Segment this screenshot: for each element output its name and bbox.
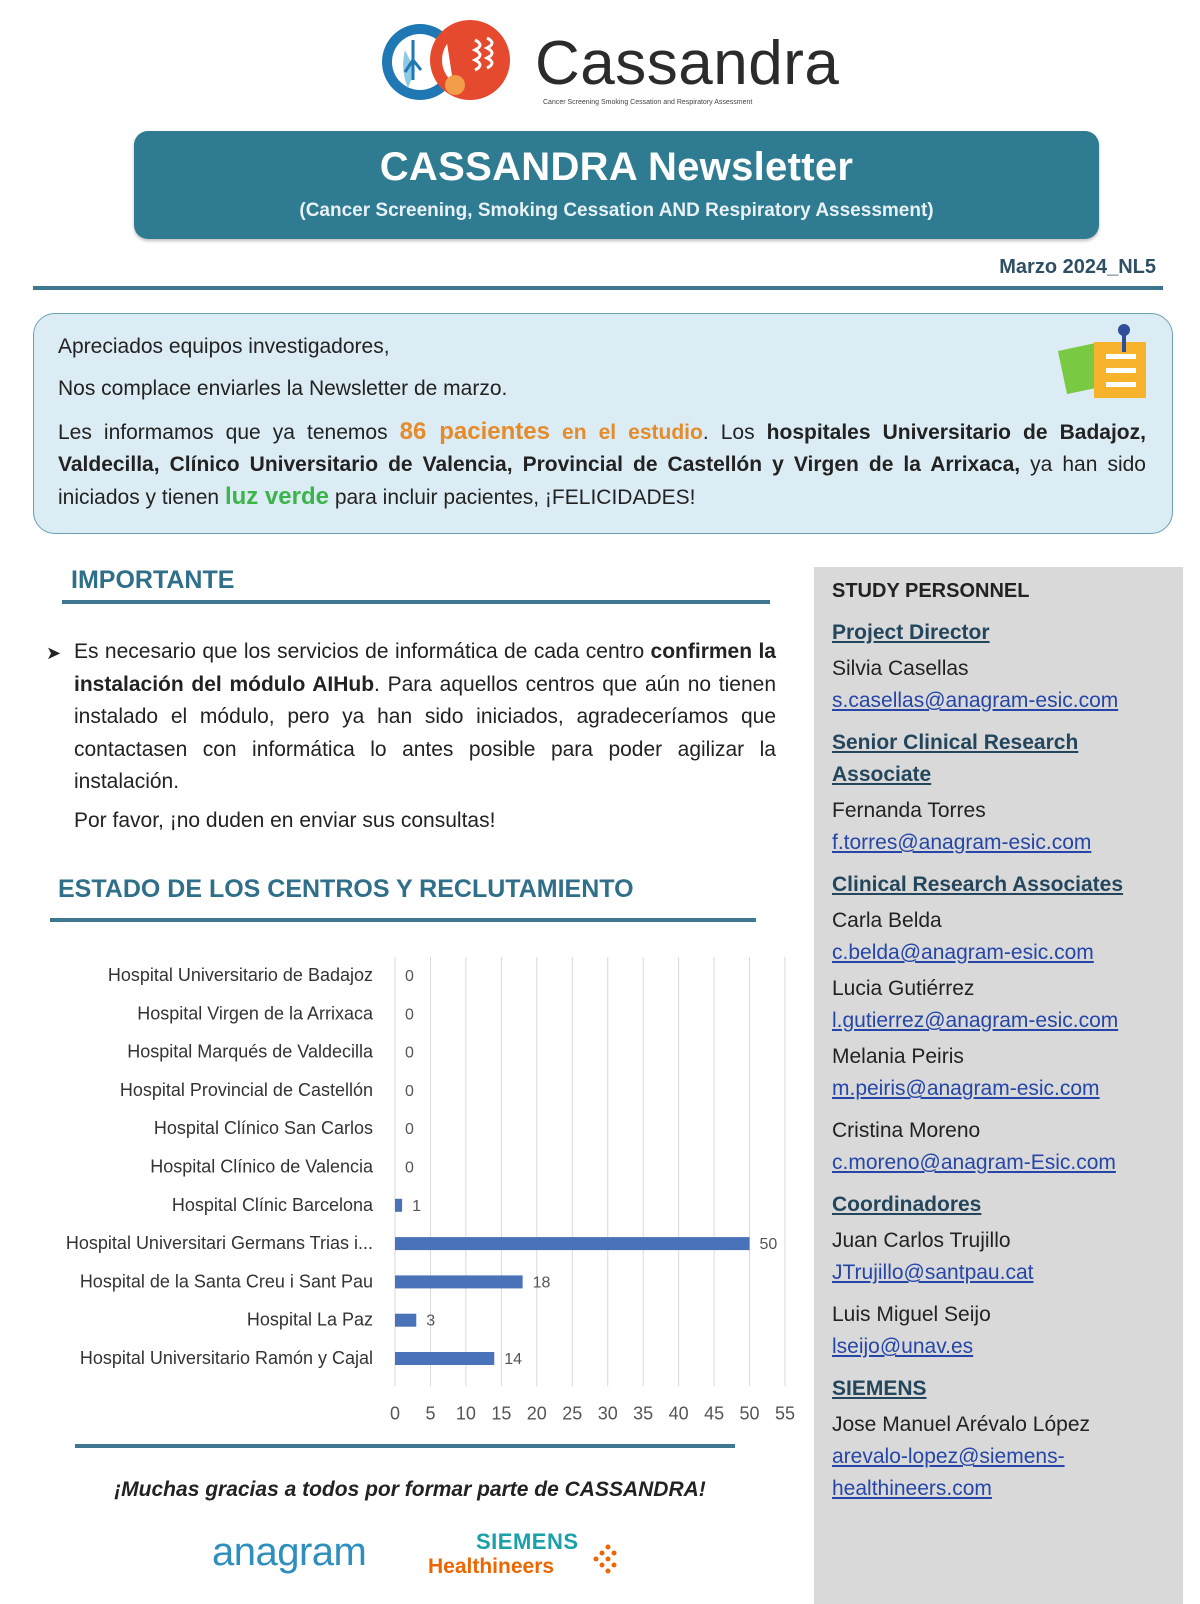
bar — [395, 1199, 402, 1212]
x-tick-label: 25 — [562, 1403, 583, 1420]
intro-line: Nos complace enviarles la Newsletter de marzo. — [58, 377, 508, 400]
study-personnel-panel — [814, 567, 1183, 1604]
important-closing: Por favor, ¡no duden en enviar sus consultas! — [74, 808, 496, 832]
category-label: Hospital Universitari Germans Trias i... — [65, 1233, 373, 1254]
person-name: Juan Carlos Trujillo — [832, 1229, 1011, 1252]
person-name: Jose Manuel Arévalo López — [832, 1413, 1090, 1436]
person-email-link[interactable]: s.casellas@anagram-esic.com — [832, 689, 1119, 712]
banner-subtitle: (Cancer Screening, Smoking Cessation AND Respiratory Assessment) — [299, 200, 934, 221]
lungs-logo-icon — [375, 10, 535, 120]
x-tick-label: 55 — [774, 1403, 796, 1420]
intro-greeting: Apreciados equipos investigadores, — [58, 335, 390, 358]
data-label: 3 — [426, 1312, 436, 1330]
siemens-wordmark: SIEMENS — [476, 1529, 579, 1554]
person-email-link[interactable]: l.gutierrez@anagram-esic.com — [832, 1009, 1119, 1032]
category-label: Hospital La Paz — [246, 1309, 373, 1330]
person-name: Melania Peiris — [832, 1045, 964, 1068]
person-name: Cristina Moreno — [832, 1119, 981, 1142]
data-label: 1 — [412, 1197, 421, 1215]
data-label: 0 — [405, 968, 414, 985]
category-label: Hospital de la Santa Creu i Sant Pau — [79, 1271, 373, 1292]
bar — [395, 1275, 523, 1288]
role-senior-cra: Senior Clinical Research Associate — [832, 731, 1079, 786]
person-name: Luis Miguel Seijo — [832, 1303, 991, 1326]
siemens-logo — [428, 1529, 628, 1589]
header-divider — [33, 286, 1163, 290]
category-label: Hospital Virgen de la Arrixaca — [137, 1003, 373, 1024]
x-tick-label: 40 — [668, 1403, 689, 1420]
aihub-highlight: confirmen la instalación del módulo AIHub — [74, 640, 776, 696]
green-light-text: luz verde — [224, 483, 329, 510]
person-email-link[interactable]: JTrujillo@santpau.cat — [832, 1261, 1034, 1284]
x-tick-label: 20 — [526, 1403, 547, 1420]
category-label: Hospital Clínico de Valencia — [150, 1156, 373, 1177]
role-siemens: SIEMENS — [832, 1377, 927, 1400]
hospitals-list: hospitales Universitario de Badajoz, Valdecilla, Clínico Universitario de Valencia, Provincial de Castellón y Virgen de la Arrixaca, — [58, 421, 1146, 476]
logo-tagline: Cancer Screening Smoking Cessation and Respiratory Assessment — [543, 99, 753, 106]
data-label: 0 — [405, 1159, 414, 1177]
important-bullet: ➤ Es necesario que los servicios de informática de cada centro confirmen la instalación del módulo AIHub. Para aquellos centros que aún no tienen instalado el módulo, pero ya han sido iniciados, agradeceríamos que contactasen con informática lo antes posible para poder agilizar la instalación. — [46, 636, 776, 799]
person-email-link[interactable]: c.moreno@anagram-Esic.com — [832, 1151, 1116, 1174]
recruitment-bar-chart — [0, 945, 800, 1420]
role-project-director: Project Director — [832, 621, 990, 644]
status-divider — [50, 918, 756, 922]
person-email-link[interactable]: lseijo@unav.es — [832, 1335, 974, 1358]
cassandra-logo — [375, 10, 840, 120]
anagram-logo: anagram — [212, 1530, 367, 1574]
bar — [395, 1314, 416, 1327]
category-label: Hospital Clínico San Carlos — [153, 1118, 373, 1139]
person-email-link[interactable]: m.peiris@anagram-esic.com — [832, 1077, 1100, 1100]
category-label: Hospital Marqués de Valdecilla — [127, 1041, 373, 1062]
x-tick-label: 30 — [597, 1403, 618, 1420]
issue-label: Marzo 2024_NL5 — [999, 256, 1156, 278]
recruitment-chart — [0, 945, 800, 1420]
person-email-link[interactable]: arevalo-lopez@siemens-healthineers.com — [832, 1445, 1065, 1500]
category-label: Hospital Universitario de Badajoz — [107, 965, 373, 985]
intro-status-paragraph: Les informamos que ya tenemos 86 pacientes en el estudio. Los hospitales Universitario de Badajoz, Valdecilla, Clínico Universitario de Valencia, Provincial de Castellón y Virgen de la Arrixaca, ya han sido iniciados y tienen luz verde para incluir pacientes, ¡FELICIDADES! — [58, 418, 1146, 510]
x-tick-label: 45 — [704, 1403, 725, 1420]
person-email-link[interactable]: c.belda@anagram-esic.com — [832, 941, 1094, 964]
status-title: ESTADO DE LOS CENTROS Y RECLUTAMIENTO — [58, 875, 634, 903]
x-tick-label: 35 — [633, 1403, 654, 1420]
bar — [395, 1352, 494, 1365]
arrow-bullet-icon: ➤ — [46, 643, 62, 663]
x-tick-label: 15 — [491, 1403, 512, 1420]
category-label: Hospital Clínic Barcelona — [171, 1194, 373, 1215]
person-name: Fernanda Torres — [832, 799, 986, 822]
important-divider — [62, 600, 770, 604]
patients-count: 86 pacientes — [399, 418, 550, 445]
x-tick-label: 0 — [389, 1403, 401, 1420]
banner-title: CASSANDRA Newsletter — [379, 145, 854, 189]
data-label: 0 — [405, 1121, 414, 1139]
person-name: Carla Belda — [832, 909, 942, 932]
data-label: 0 — [405, 1044, 414, 1062]
important-body — [46, 636, 776, 837]
data-label: 0 — [405, 1006, 414, 1024]
data-label: 0 — [405, 1082, 414, 1100]
intro-box — [33, 313, 1173, 534]
footer-divider — [75, 1444, 735, 1448]
person-email-link[interactable]: f.torres@anagram-esic.com — [832, 831, 1092, 854]
data-label: 18 — [532, 1274, 551, 1292]
thanks-message: ¡Muchas gracias a todos por formar parte de CASSANDRA! — [114, 1478, 706, 1501]
x-tick-label: 5 — [425, 1403, 436, 1420]
healthineers-wordmark: Healthineers — [428, 1555, 555, 1578]
category-label: Hospital Universitario Ramón y Cajal — [79, 1348, 373, 1368]
person-name: Lucia Gutiérrez — [832, 977, 975, 1000]
role-coordinadores: Coordinadores — [832, 1193, 982, 1216]
person-name: Silvia Casellas — [832, 657, 969, 680]
x-tick-label: 10 — [455, 1403, 476, 1420]
data-label: 14 — [504, 1351, 523, 1368]
personnel-header: STUDY PERSONNEL — [832, 580, 1030, 602]
data-label: 50 — [759, 1236, 778, 1254]
newsletter-banner — [134, 131, 1099, 239]
healthineers-dots-icon — [590, 1539, 622, 1579]
bar — [395, 1237, 750, 1250]
sticky-notes-icon — [1054, 324, 1154, 404]
important-title: IMPORTANTE — [71, 566, 235, 594]
x-tick-label: 50 — [739, 1403, 760, 1420]
role-cras: Clinical Research Associates — [832, 873, 1124, 896]
category-label: Hospital Provincial de Castellón — [119, 1079, 373, 1100]
logo-wordmark: Cassandra — [535, 29, 840, 98]
